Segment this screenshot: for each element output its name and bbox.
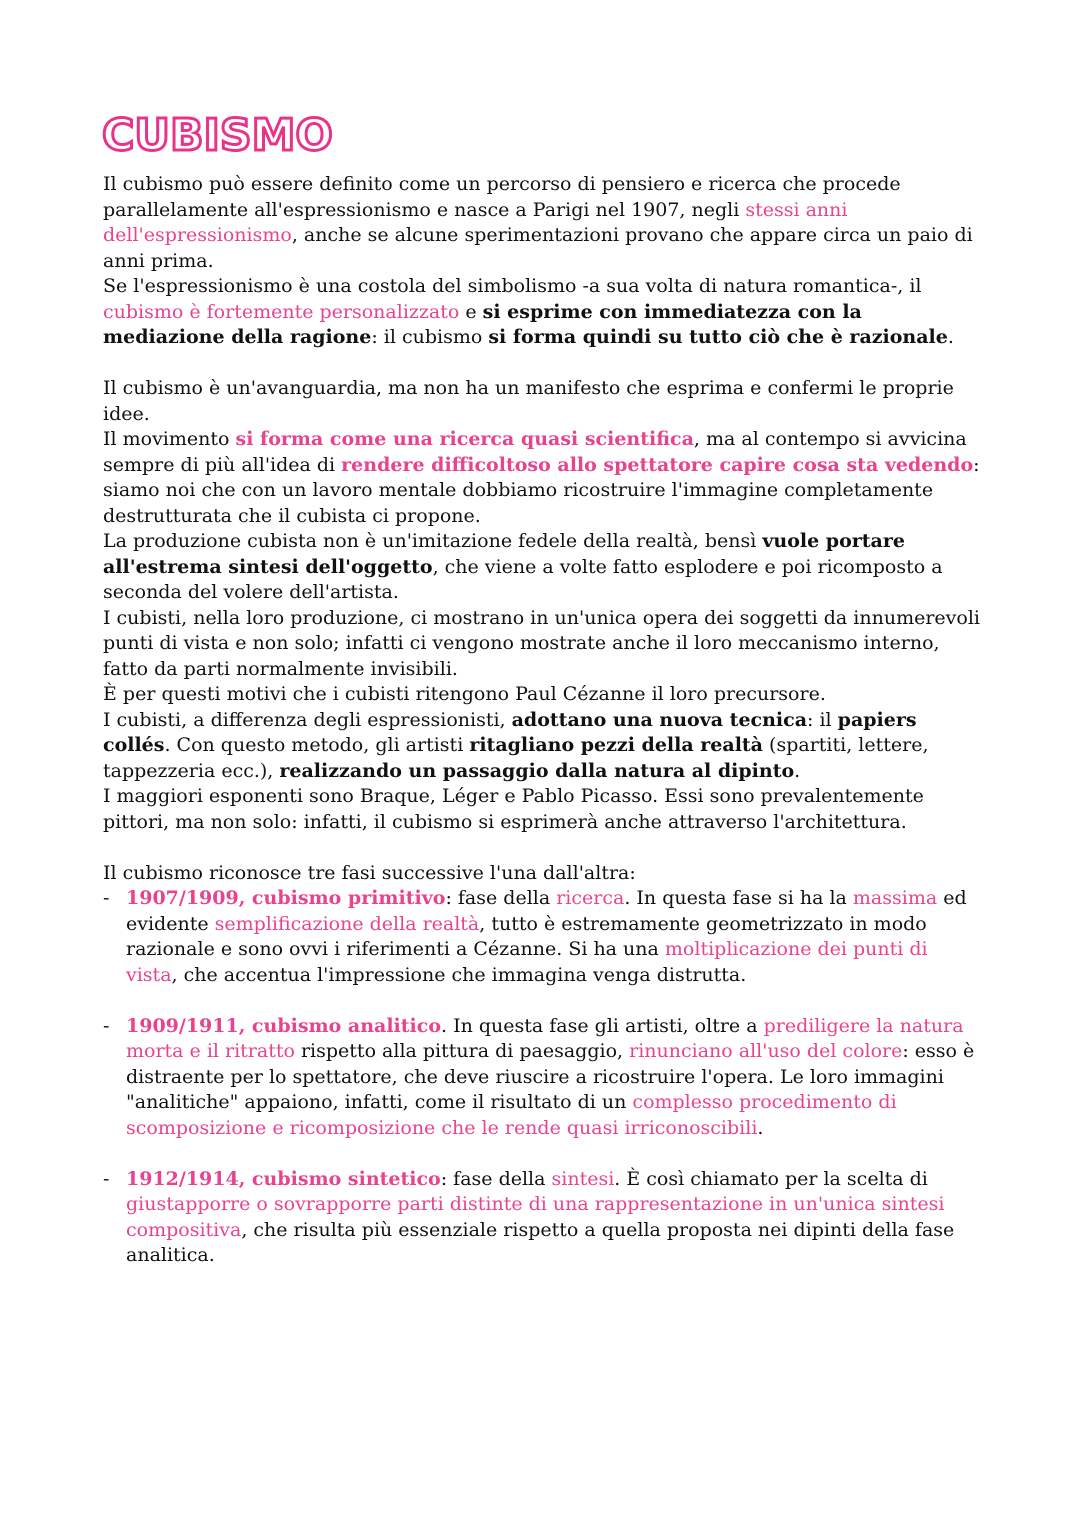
paragraph-fasi-intro: Il cubismo riconosce tre fasi successive l'una dall'altra: bbox=[103, 861, 636, 884]
bullet-dash: - bbox=[103, 1014, 110, 1037]
bold-text: adottano una nuova tecnica bbox=[511, 708, 808, 731]
text: Il movimento bbox=[103, 428, 236, 450]
highlight: stessi anni dell'espressionismo bbox=[103, 198, 848, 246]
highlight: cubismo è fortemente personalizzato bbox=[103, 300, 460, 323]
highlight: giustapporre o sovrapporre parti distinte di una rappresentazione in un'unica sintesi compositiva bbox=[126, 1193, 945, 1241]
text: . bbox=[757, 1116, 764, 1139]
text: , anche se alcune sperimentazioni provano che appare circa un paio di anni prima. bbox=[103, 224, 973, 272]
paragraph-movimento bbox=[103, 427, 983, 529]
document-body bbox=[103, 172, 983, 1269]
highlight: rinunciano all'uso del colore bbox=[629, 1040, 903, 1062]
phases-list bbox=[103, 886, 983, 1269]
text: , che risulta più essenziale rispetto a quella proposta nei dipinti della fase analitica. bbox=[126, 1218, 955, 1266]
text: : il cubismo bbox=[371, 326, 489, 348]
text: : fase della bbox=[440, 1167, 552, 1190]
highlight: massima bbox=[852, 887, 938, 909]
paragraph-avanguardia: Il cubismo è un'avanguardia, ma non ha un manifesto che esprima e confermi le proprie idee. bbox=[103, 377, 954, 425]
text: , ma al contempo si avvicina sempre di più all'idea di bbox=[103, 428, 967, 476]
text: rispetto alla pittura di paesaggio, bbox=[294, 1040, 630, 1062]
text: : il bbox=[807, 708, 838, 731]
text: , che accentua l'impressione che immagina venga distrutta. bbox=[171, 963, 747, 986]
text: Il cubismo può essere definito come un percorso di pensiero e ricerca che procede parallelamente all'espressionismo e nasce a Parigi nel 1907, negli bbox=[103, 173, 901, 221]
page-title: CUBISMO bbox=[102, 110, 333, 161]
highlight: complesso procedimento di scomposizione e ricomposizione che le rende quasi irriconoscibili bbox=[126, 1091, 897, 1139]
text: (spartiti, lettere, tappezzeria ecc.), bbox=[103, 734, 929, 782]
paragraph-esponenti: I maggiori esponenti sono Braque, Léger e Pablo Picasso. Essi sono prevalentemente pittori, ma non solo: infatti, il cubismo si esprimerà anche attraverso l'architettura. bbox=[103, 785, 924, 833]
paragraph-punti-di-vista: I cubisti, nella loro produzione, ci mostrano in un'unica opera dei soggetti da innumerevoli punti di vista e non solo; infatti ci vengono mostrate anche il loro meccanismo interno, fatto da parti normalmente invisibili. bbox=[103, 606, 980, 680]
text: : esso è distraente per lo spettatore, che deve riuscire a ricostruire l'opera. Le loro immagini "analitiche" appaiono, infatti, come il risultato di un bbox=[126, 1040, 975, 1113]
text: , che viene a volte fatto esplodere e poi ricomposto a seconda del volere dell'artista. bbox=[103, 555, 943, 603]
text: , tutto è estremamente geometrizzato in modo razionale e sono ovvi i riferimenti a Cézanne. Si ha una bbox=[126, 912, 927, 960]
text: . In questa fase si ha la bbox=[624, 887, 853, 909]
bullet-dash: - bbox=[103, 1167, 110, 1190]
bold-text: papiers collés bbox=[103, 708, 917, 756]
highlight: prediligere la natura morta e il ritratto bbox=[126, 1014, 964, 1062]
paragraph-tecnica bbox=[103, 708, 983, 785]
text: . In questa fase gli artisti, oltre a bbox=[441, 1014, 764, 1037]
bold-text: realizzando un passaggio dalla natura al dipinto bbox=[279, 759, 795, 782]
highlight-bold: 1907/1909, cubismo primitivo bbox=[126, 887, 446, 909]
highlight-bold: si forma come una ricerca quasi scientifica bbox=[235, 428, 694, 450]
text: Se l'espressionismo è una costola del simbolismo -a sua volta di natura romantica-, il bbox=[103, 275, 922, 297]
phase-item-sintetico bbox=[103, 1167, 983, 1269]
text: . bbox=[947, 326, 954, 348]
text: ed evidente bbox=[126, 887, 967, 935]
text: : siamo noi che con un lavoro mentale dobbiamo ricostruire l'immagine completamente destrutturata che il cubista ci propone. bbox=[103, 453, 980, 527]
highlight: semplificazione della realtà bbox=[214, 912, 480, 935]
highlight-bold: rendere difficoltoso allo spettatore capire cosa sta vedendo bbox=[341, 453, 974, 476]
phase-item-primitivo bbox=[103, 886, 983, 988]
paragraph-intro bbox=[103, 172, 983, 274]
highlight-bold: 1909/1911, cubismo analitico bbox=[126, 1014, 442, 1037]
text: . È così chiamato per la scelta di bbox=[614, 1167, 928, 1190]
paragraph-cezanne: È per questi motivi che i cubisti ritengono Paul Cézanne il loro precursore. bbox=[103, 683, 826, 705]
bold-text: ritagliano pezzi della realtà bbox=[469, 734, 763, 756]
bullet-dash: - bbox=[103, 887, 110, 909]
text: : fase della bbox=[445, 887, 557, 909]
highlight: moltiplicazione dei punti di vista bbox=[126, 938, 928, 986]
highlight: ricerca bbox=[556, 887, 625, 909]
highlight: sintesi bbox=[551, 1167, 615, 1190]
bold-text: si forma quindi su tutto ciò che è razionale bbox=[488, 326, 948, 348]
highlight-bold: 1912/1914, cubismo sintetico bbox=[126, 1167, 441, 1190]
text: I cubisti, a differenza degli espressionisti, bbox=[103, 708, 512, 731]
phase-item-analitico bbox=[103, 1014, 983, 1142]
bold-text: vuole portare all'estrema sintesi dell'oggetto bbox=[103, 530, 905, 578]
paragraph-produzione bbox=[103, 529, 983, 606]
bold-text: si esprime con immediatezza con la mediazione della ragione bbox=[103, 300, 862, 348]
text: e bbox=[459, 300, 483, 323]
text: . bbox=[794, 759, 801, 782]
text: La produzione cubista non è un'imitazione fedele della realtà, bensì bbox=[103, 530, 763, 552]
text: . Con questo metodo, gli artisti bbox=[164, 734, 470, 756]
paragraph-expressionism bbox=[103, 274, 983, 351]
